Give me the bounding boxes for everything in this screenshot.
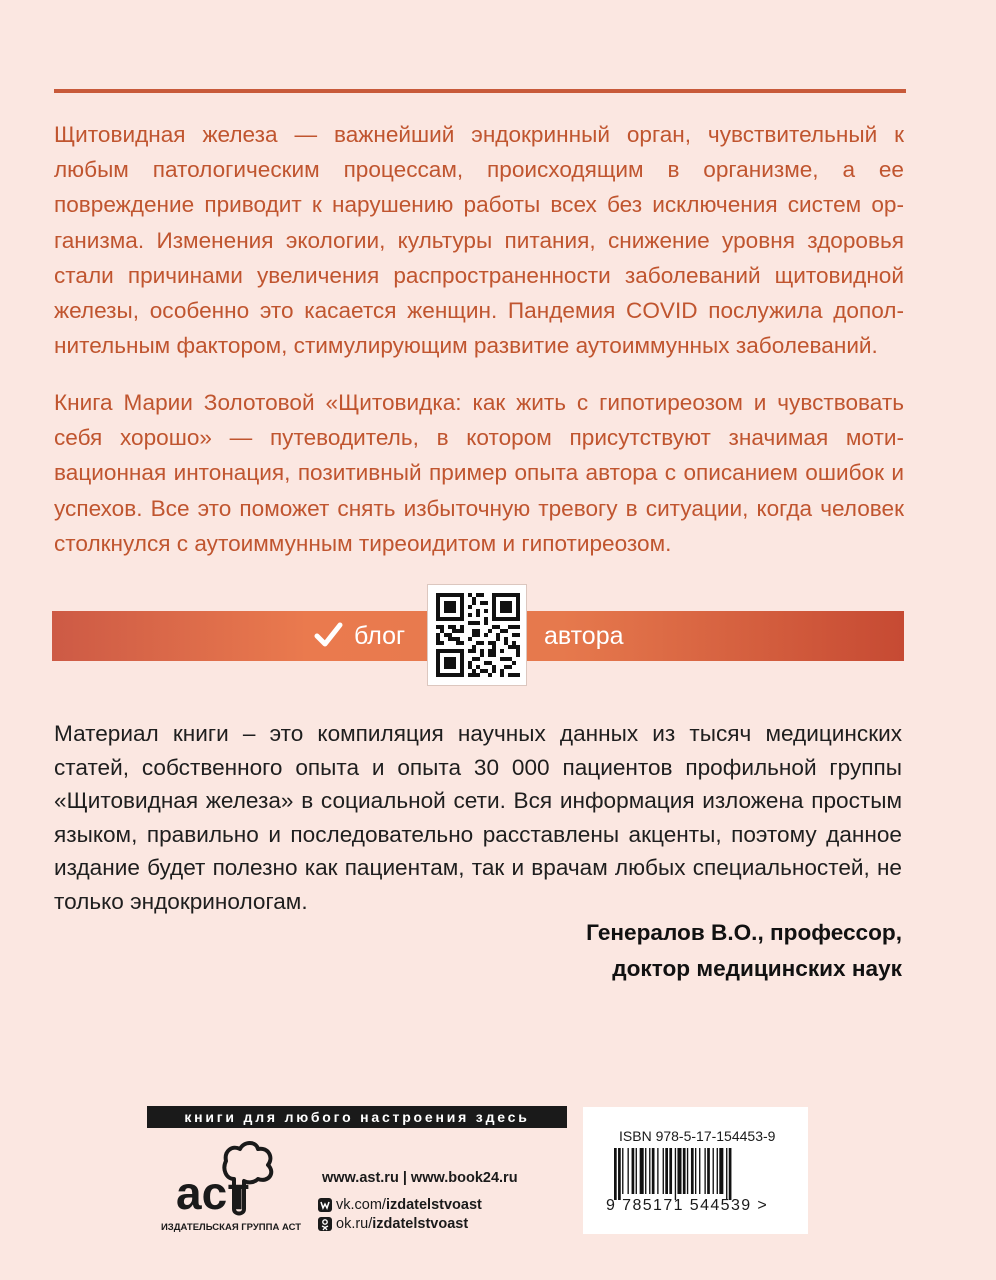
barcode-bar	[699, 1148, 700, 1194]
barcode-bar	[657, 1148, 658, 1194]
website-links[interactable]: www.ast.ru | www.book24.ru	[322, 1170, 518, 1186]
vk-prefix: vk.com/	[336, 1197, 386, 1213]
barcode-bar	[717, 1148, 718, 1194]
ok-icon	[318, 1217, 332, 1231]
barcode-bar	[622, 1148, 623, 1194]
isbn-number: ISBN 978-5-17-154453-9	[619, 1128, 776, 1144]
author-label: автора	[544, 622, 624, 650]
review-text: Материал книги – это компиляция научных данных из тысяч медицинских статей, собственного опыта и опыта 30 000 пациентов профильной группы «Щитовидная железа» в социальной сети. Вся информация изложена простым языком, правильно и последовательно расставлены акценты, поэтому данное издание будет полезно как пациентам, так и врачам любых специальностей, не только эндокринологам.	[54, 721, 902, 914]
barcode-bar	[675, 1148, 676, 1200]
barcode-bar	[691, 1148, 694, 1194]
barcode-bar	[707, 1148, 710, 1194]
ok-handle: izdatelstvoast	[372, 1216, 469, 1232]
barcode-bar	[649, 1148, 650, 1194]
ok-prefix: ok.ru/	[336, 1216, 373, 1232]
barcode-bar	[618, 1148, 621, 1200]
intro-paragraph-2: Книга Марии Золотовой «Щитовидка: как жить с гипотиреозом и чувствовать себя хорошо» — путеводитель, в котором присутствуют значимая мотивационная интонация, позитивный пример опыта автора с описанием ошибок и успехов. Все это поможет снять избыточную тревогу в ситуации, когда человек столкнулся с аутоиммунным тиреоидитом и гипотиреозом.	[54, 390, 904, 556]
publisher-caption: ИЗДАТЕЛЬСКАЯ ГРУППА АСТ	[160, 1222, 302, 1233]
intro-paragraph-1: Щитовидная железа — важнейший эндокринный орган, чувствительный к любым патологическим процессам, происходящим в организме, а ее повреждение приводит к нарушению работы всех без исключения систем организма. Изменения экологии, культуры питания, снижение уровня здоровья стали причинами увеличения распространенности заболеваний щитовидной железы, особенно это касается женщин. Пандемия COVID послужила дополнительным фактором, стимулирующим развитие аутоиммунных заболеваний.	[54, 122, 904, 359]
barcode-bar	[665, 1148, 668, 1194]
barcode-bar	[636, 1148, 637, 1194]
top-divider	[54, 89, 906, 93]
logo-text: аст	[176, 1167, 250, 1219]
ok-link[interactable]	[318, 1216, 468, 1232]
barcode-icon	[612, 1148, 784, 1200]
barcode-bar	[687, 1148, 688, 1194]
barcode-bar	[719, 1148, 723, 1194]
barcode-bar	[628, 1148, 629, 1194]
check-icon	[313, 620, 343, 650]
barcode-bar	[704, 1148, 705, 1194]
barcode-bar	[729, 1148, 732, 1200]
barcode-bar	[677, 1148, 681, 1194]
barcode-bar	[663, 1148, 664, 1194]
qr-code-box[interactable]	[427, 584, 527, 686]
barcode-bar	[652, 1148, 655, 1194]
barcode-bar	[645, 1148, 646, 1194]
barcode-bar	[640, 1148, 644, 1194]
promo-band: книги для любого настроения здесь	[147, 1106, 567, 1128]
vk-link[interactable]	[318, 1197, 482, 1213]
signature-name: Генералов В.О., профессор,	[586, 920, 902, 945]
barcode-bar	[669, 1148, 672, 1194]
barcode-bar	[614, 1148, 617, 1200]
ean-digits: 9 785171 544539 >	[606, 1197, 769, 1214]
barcode-bar	[713, 1148, 714, 1194]
ast-logo	[172, 1139, 282, 1219]
signature-title: доктор медицинских наук	[612, 956, 902, 981]
blog-label: блог	[354, 622, 406, 650]
vk-handle: izdatelstvoast	[385, 1197, 482, 1213]
vk-icon	[318, 1198, 332, 1212]
qr-code[interactable]	[436, 593, 520, 677]
barcode-bar	[683, 1148, 686, 1194]
barcode-bar	[726, 1148, 727, 1200]
barcode-bar	[695, 1148, 696, 1194]
barcode-bar	[632, 1148, 635, 1194]
